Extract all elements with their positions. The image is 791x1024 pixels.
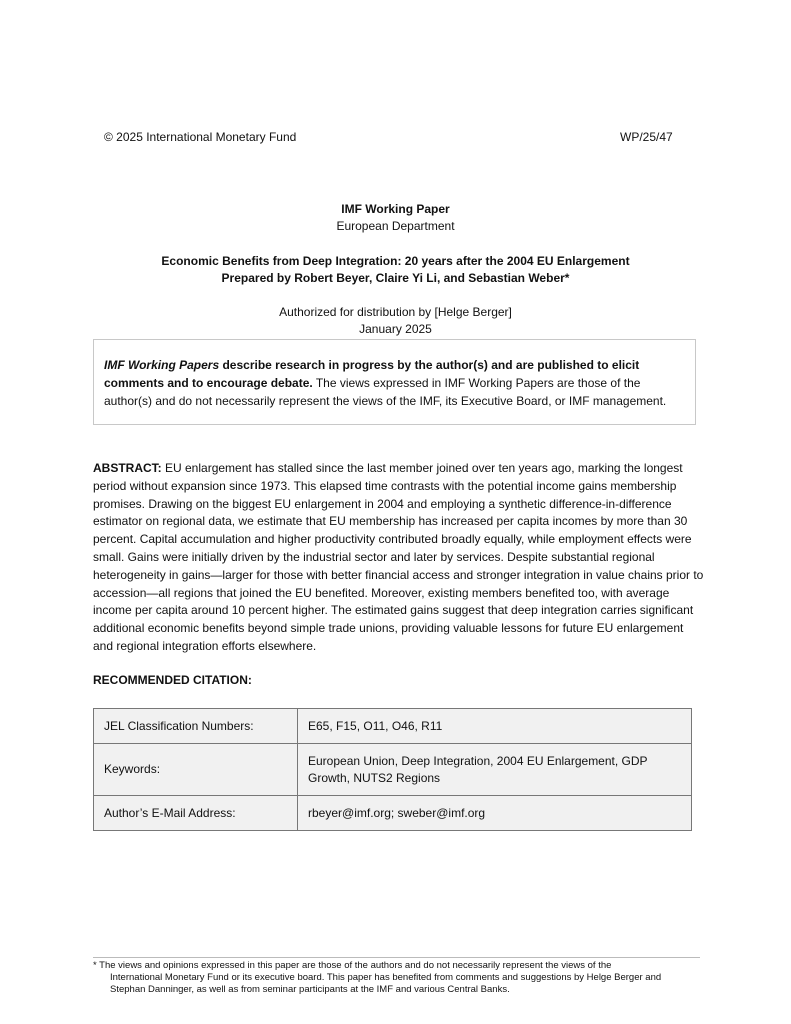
table-key: Author’s E-Mail Address: (94, 796, 298, 831)
department: European Department (336, 219, 455, 233)
notice-rest: The views expressed in IMF Working Papers are those of the author(s) and do not necessarily represent the views of the IMF, its Executive Board, or IMF management. (104, 376, 667, 408)
metadata-table (93, 708, 692, 831)
abstract (93, 460, 705, 656)
authors: Prepared by Robert Beyer, Claire Yi Li, and Sebastian Weber* (221, 271, 570, 285)
footnote (93, 960, 698, 997)
table-row (94, 744, 692, 796)
table-row (94, 709, 692, 744)
table-value[interactable] (298, 796, 692, 831)
abstract-label: ABSTRACT: (93, 461, 162, 475)
table-row (94, 796, 692, 831)
paper-number: WP/25/47 (620, 130, 673, 144)
disclaimer-box (93, 339, 696, 425)
table-key: JEL Classification Numbers: (94, 709, 298, 744)
notice-lead-bold: describe research in progress by the author(s) and are published to elicit comments and to encourage debate. (104, 358, 640, 390)
recommended-citation-heading: RECOMMENDED CITATION: (93, 673, 252, 687)
footnote-continuation: International Monetary Fund or its executive board. This paper has benefited from comments and suggestions by Helge Berger and Stephan Danninger, as well as from seminar participants at the IMF and various Central Banks. (110, 972, 662, 996)
abstract-text: EU enlargement has stalled since the last member joined over ten years ago, marking the longest period without expansion since 1973. This elapsed time contrasts with the potential income gains membership promises. Drawing on the biggest EU enlargement in 2004 and employing a synthetic difference-in-difference estimator on regional data, we estimate that EU membership has increased per capita incomes by more than 30 percent. Capital accumulation and higher productivity contributed broadly equally, while employment effects were small. Gains were initially driven by the industrial sector and later by services. Despite substantial regional heterogeneity in gains—larger for those with better financial access and stronger integration in value chains prior to accession—all regions that joined the EU benefited. Moreover, existing members benefited too, with average income per capita around 10 percent higher. The estimated gains suggest that deep integration carries significant additional economic benefits beyond simple trade unions, providing valuable lessons for future EU enlargement and regional integration efforts elsewhere. (93, 461, 704, 653)
authorization: Authorized for distribution by [Helge Berger] (279, 305, 512, 319)
table-key: Keywords: (94, 744, 298, 796)
footnote-divider (93, 957, 700, 958)
author-email-links[interactable]: rbeyer@imf.org; sweber@imf.org (308, 805, 486, 820)
table-value: European Union, Deep Integration, 2004 EU Enlargement, GDP Growth, NUTS2 Regions (298, 744, 692, 796)
paper-title: Economic Benefits from Deep Integration: 20 years after the 2004 EU Enlargement (161, 254, 630, 268)
footnote-line-1: * The views and opinions expressed in this paper are those of the authors and do not necessarily represent the views of the (93, 960, 612, 971)
table-value: E65, F15, O11, O46, R11 (298, 709, 692, 744)
series-title: IMF Working Paper (341, 202, 450, 216)
copyright-notice: © 2025 International Monetary Fund (104, 130, 297, 144)
notice-lead-italic: IMF Working Papers (104, 358, 220, 372)
publication-date: January 2025 (359, 322, 432, 336)
